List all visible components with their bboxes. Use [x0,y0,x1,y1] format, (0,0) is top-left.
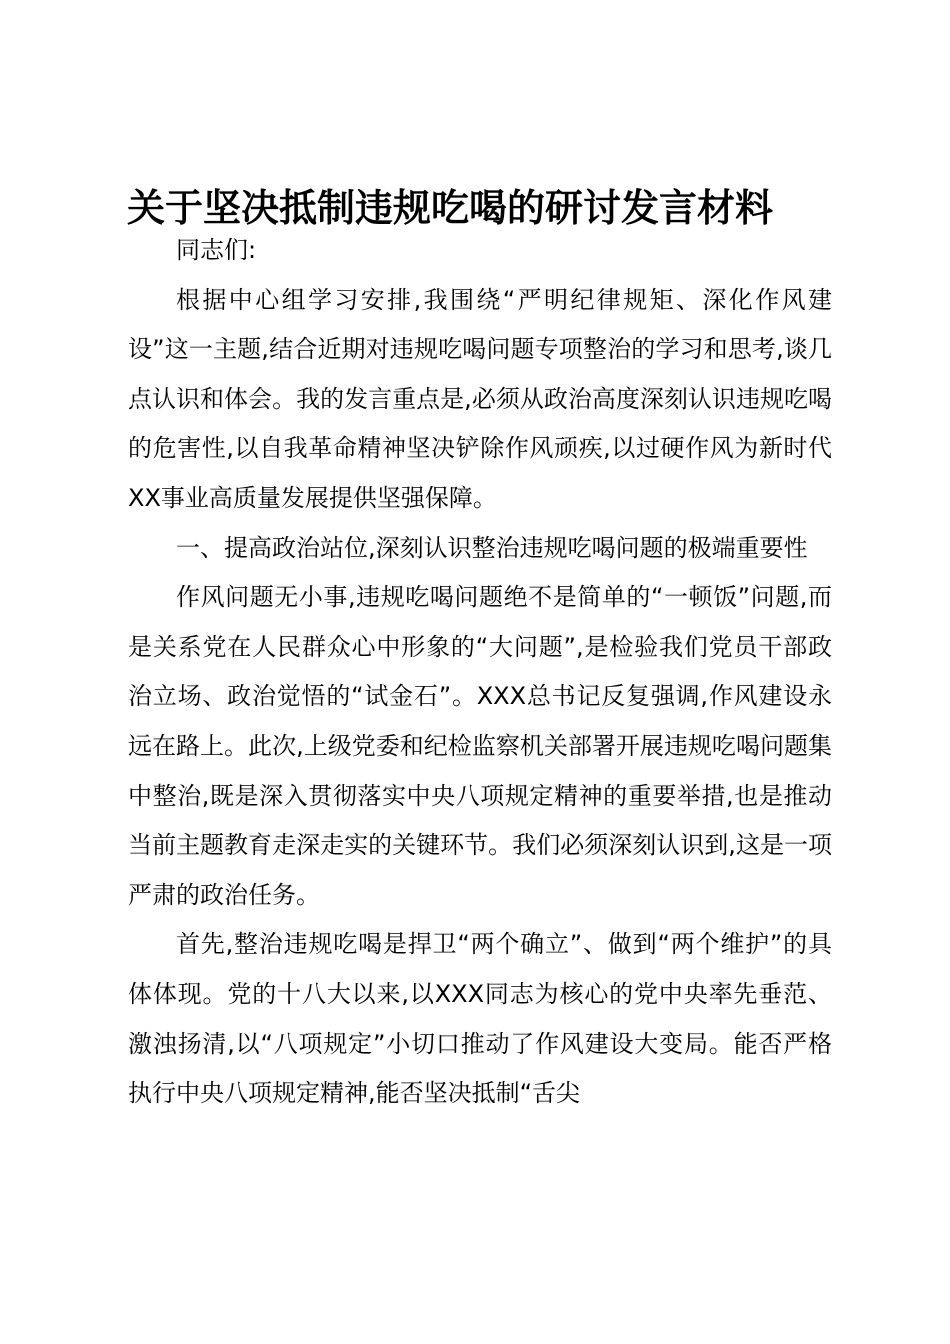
paragraph-intro: 根据中心组学习安排,我围绕“严明纪律规矩、深化作风建设”这一主题,结合近期对违规吃喝问题专项整治的学习和思考,谈几点认识和体会。我的发言重点是,必须从政治高度深刻认识违规吃喝的危害性,以自我革命精神坚决铲除作风顽疾,以过硬作风为新时代XX事业高质量发展提供坚强保障。 [128,285,832,512]
document-body [128,226,832,1119]
document-title: 关于坚决抵制违规吃喝的研讨发言材料 [127,185,774,230]
salutation: 同志们: [176,236,257,264]
section-heading-1: 一、提高政治站位,深刻认识整治违规吃喝问题的极端重要性 [176,533,808,562]
paragraph-section-1: 作风问题无小事,违规吃喝问题绝不是简单的“一顿饭”问题,而是关系党在人民群众心中形象的“大问题”,是检验我们党员干部政治立场、政治觉悟的“试金石”。XXX总书记反复强调,作风建设永远在路上。此次,上级党委和纪检监察机关部署开展违规吃喝问题集中整治,既是深入贯彻落实中央八项规定精神的重要举措,也是推动当前主题教育走深走实的关键环节。我们必须深刻认识到,这是一项严肃的政治任务。 [128,583,832,909]
paragraph-first-point: 首先,整治违规吃喝是捍卫“两个确立”、做到“两个维护”的具体体现。党的十八大以来,以XXX同志为核心的党中央率先垂范、激浊扬清,以“八项规定”小切口推动了作风建设大变局。能否严格执行中央八项规定精神,能否坚决抵制“舌尖 [128,930,832,1108]
